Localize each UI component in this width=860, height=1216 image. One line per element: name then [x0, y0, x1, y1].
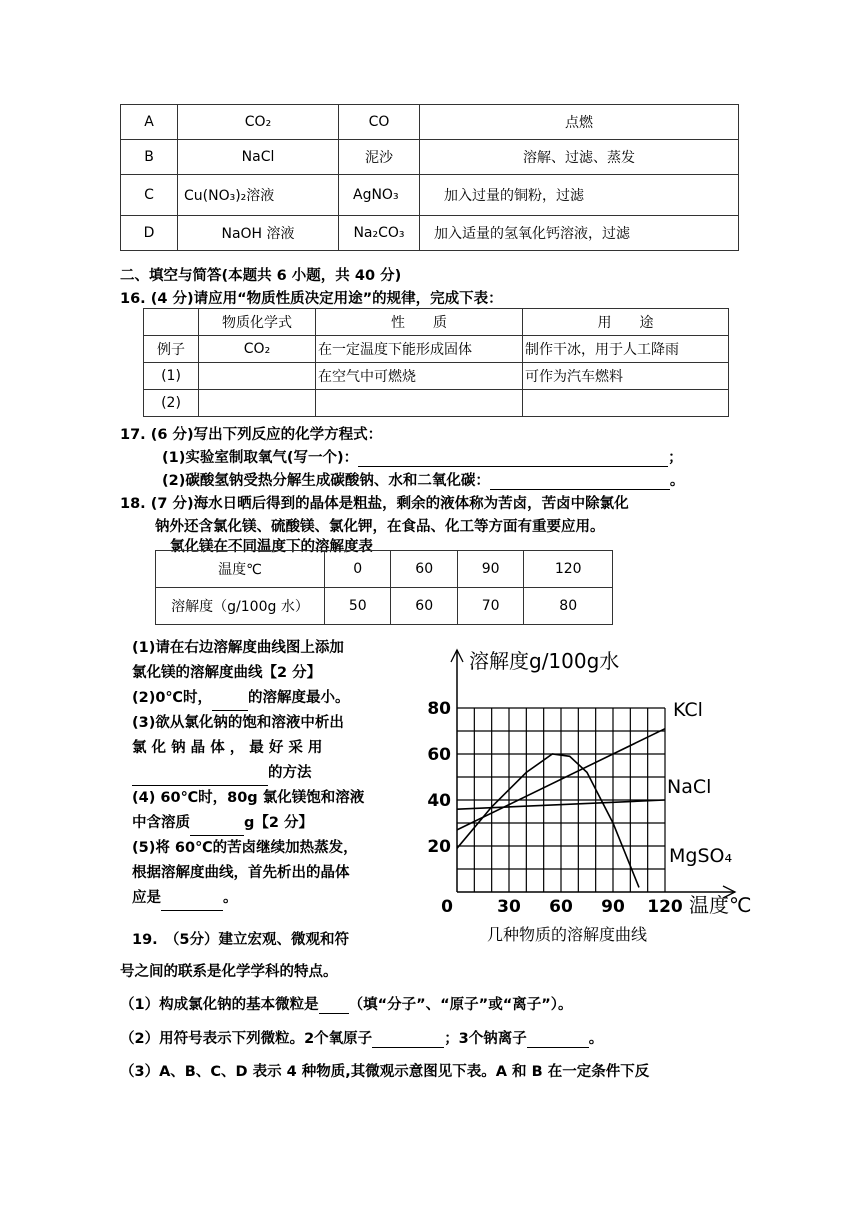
part-text: 氯 化 钠 晶 体 ， 最 好 采 用	[132, 740, 323, 756]
cell: 50	[325, 588, 391, 625]
series-label: NaCl	[667, 776, 712, 798]
cell: 60	[391, 588, 457, 625]
substance-cell: NaOH 溶液	[178, 216, 339, 251]
part-text: (2)0℃时， 的溶解度最小。	[132, 686, 394, 711]
method-cell: 点燃	[420, 105, 739, 140]
x-tick-label: 0	[441, 897, 453, 917]
answer-blank[interactable]	[358, 450, 668, 467]
part-text: (5)将 60℃的苦卤继续加热蒸发，	[132, 840, 358, 856]
q19-item2: （2）用符号表示下列微粒。2个氧原子 ；3个钠离子 。	[120, 1031, 604, 1047]
answer-blank[interactable]	[372, 1033, 444, 1048]
part-text: 应是 。	[132, 886, 394, 911]
cell: (1)	[144, 363, 199, 390]
cell: 70	[457, 588, 523, 625]
y-tick-label: 80	[427, 699, 451, 719]
y-tick-label: 20	[427, 837, 451, 857]
cell: 120	[524, 551, 613, 588]
series-label: MgSO₄	[669, 845, 733, 867]
table-row	[156, 588, 613, 625]
table-row	[144, 363, 729, 390]
x-tick-label: 60	[549, 897, 573, 917]
part-text: 的方法	[132, 761, 394, 786]
x-tick-label: 120	[647, 897, 683, 917]
answer-cell[interactable]	[199, 363, 316, 390]
method-cell: 加入适量的氢氧化钙溶液，过滤	[420, 216, 739, 251]
answer-blank[interactable]	[190, 821, 244, 836]
chart-grid	[457, 708, 665, 892]
part-text: (1)请在右边溶解度曲线图上添加	[132, 640, 344, 656]
q19-line2: 号之间的联系是化学学科的特点。	[120, 964, 338, 980]
cell: 0	[325, 551, 391, 588]
answer-cell[interactable]	[199, 390, 316, 417]
series-label: KCl	[673, 699, 703, 721]
part-text: (4) 60℃时，80g 氯化镁饱和溶液	[132, 790, 365, 806]
header-cell	[144, 309, 199, 336]
q16-prompt: 16. (4 分)请应用“物质性质决定用途”的规律，完成下表：	[120, 291, 503, 307]
impurity-cell: Na₂CO₃	[339, 216, 420, 251]
method-cell: 加入过量的铜粉，过滤	[420, 175, 739, 216]
q18-parts	[132, 636, 394, 911]
chart-labels	[427, 649, 751, 944]
answer-blank[interactable]	[161, 896, 223, 911]
answer-cell[interactable]	[523, 390, 729, 417]
q19-item3: （3）A、B、C、D 表示 4 种物质,其微观示意图见下表。A 和 B 在一定条件下反	[120, 1064, 650, 1080]
impurity-cell: CO	[339, 105, 420, 140]
property-use-table	[143, 308, 729, 417]
table-row	[144, 309, 729, 336]
y-tick-label: 60	[427, 745, 451, 765]
header-cell: 性 质	[316, 309, 523, 336]
q17-item2	[162, 469, 684, 490]
row-id: A	[121, 105, 178, 140]
part-text: (3)欲从氯化钠的饱和溶液中析出	[132, 715, 344, 731]
part-text: 中含溶质 g【2 分】	[132, 811, 394, 836]
answer-blank[interactable]	[212, 696, 248, 711]
chart-title: 几种物质的溶解度曲线	[486, 925, 648, 944]
row-id: C	[121, 175, 178, 216]
mgcl2-solubility-table	[155, 550, 613, 625]
q18-line1: 18. (7 分)海水日晒后得到的晶体是粗盐，剩余的液体称为苦卤，苦卤中除氯化	[120, 496, 629, 512]
cell: 温度℃	[156, 551, 325, 588]
table-row	[121, 216, 739, 251]
table-row	[144, 390, 729, 417]
answer-blank[interactable]	[132, 771, 268, 786]
cell: 溶解度（g/100g 水）	[156, 588, 325, 625]
cell: CO₂	[199, 336, 316, 363]
q19-line1: 19. （5分）建立宏观、微观和符	[132, 932, 350, 948]
item-text: (1)实验室制取氧气(写一个)：	[162, 450, 359, 466]
q19-item1: （1）构成氯化钠的基本微粒是 （填“分子”、“原子”或“离子”）。	[120, 997, 573, 1013]
item-end: ；	[668, 450, 683, 466]
cell: 例子	[144, 336, 199, 363]
method-cell: 溶解、过滤、蒸发	[420, 140, 739, 175]
item-text: (2)碳酸氢钠受热分解生成碳酸钠、水和二氧化碳：	[162, 473, 490, 489]
solubility-chart	[415, 640, 785, 950]
answer-cell[interactable]	[316, 390, 523, 417]
q17-item1	[162, 446, 683, 467]
substance-cell: Cu(NO₃)₂溶液	[178, 175, 339, 216]
row-id: B	[121, 140, 178, 175]
cell: 80	[524, 588, 613, 625]
answer-blank[interactable]	[490, 473, 670, 490]
answer-blank[interactable]	[527, 1033, 589, 1048]
substance-cell: CO₂	[178, 105, 339, 140]
impurity-cell: 泥沙	[339, 140, 420, 175]
cell: 90	[457, 551, 523, 588]
x-tick-label: 90	[601, 897, 625, 917]
header-cell: 物质化学式	[199, 309, 316, 336]
impurity-cell: AgNO₃	[339, 175, 420, 216]
q18-line2: 钠外还含氯化镁、硫酸镁、氯化钾，在食品、化工等方面有重要应用。	[155, 519, 605, 535]
cell: 可作为汽车燃料	[523, 363, 729, 390]
table-row	[144, 336, 729, 363]
item-end: 。	[669, 473, 685, 489]
table-row	[156, 551, 613, 588]
cell: (2)	[144, 390, 199, 417]
cell: 60	[391, 551, 457, 588]
table-row	[121, 175, 739, 216]
y-axis-title: 溶解度g/100g水	[469, 649, 620, 673]
y-tick-label: 40	[427, 791, 451, 811]
separation-table	[120, 104, 739, 251]
cell: 在一定温度下能形成固体	[316, 336, 523, 363]
cell: 在空气中可燃烧	[316, 363, 523, 390]
x-tick-label: 30	[497, 897, 521, 917]
section-heading: 二、填空与简答(本题共 6 小题，共 40 分)	[120, 268, 402, 284]
table-row	[121, 140, 739, 175]
series-line-MgSO₄	[457, 754, 639, 887]
q17-prompt: 17. (6 分)写出下列反应的化学方程式：	[120, 427, 383, 443]
table-row	[121, 105, 739, 140]
x-axis-title: 温度℃	[689, 893, 752, 917]
part-text: 根据溶解度曲线，首先析出的晶体	[132, 865, 350, 881]
answer-blank[interactable]	[319, 999, 349, 1014]
part-text: 氯化镁的溶解度曲线【2 分】	[132, 665, 322, 681]
row-id: D	[121, 216, 178, 251]
substance-cell: NaCl	[178, 140, 339, 175]
header-cell: 用 途	[523, 309, 729, 336]
cell: 制作干冰，用于人工降雨	[523, 336, 729, 363]
table-title: 氯化镁在不同温度下的溶解度表	[170, 539, 373, 555]
